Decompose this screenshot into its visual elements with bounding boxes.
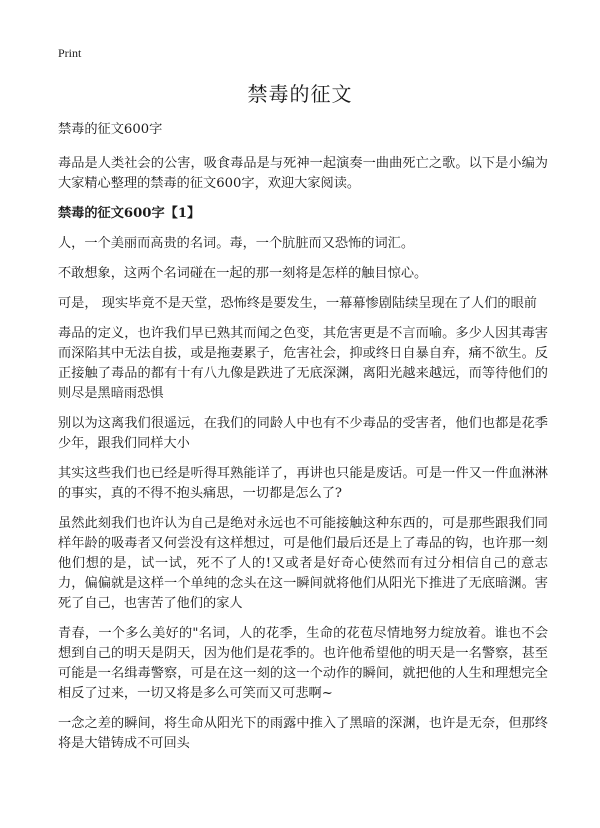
paragraph-1: 人，一个美丽而高贵的名词。毒，一个肮脏而又恐怖的词汇。 <box>58 236 415 251</box>
paragraph-4: 毒品的定义，也许我们早已熟其而闻之色变，其危害更是不言而喻。多少人因其毒害而深陷其中无法自拔，或是拖妻累子，危害社会，抑或终日自暴自弃，痛不欲生。反正接触了毒品的都有十有八九像是跌进了无底深渊，离阳光越来越远，而等待他们的则尽是黑暗雨恐惧 <box>58 326 548 401</box>
article-subtitle: 禁毒的征文600字 <box>58 122 163 137</box>
print-link[interactable]: Print <box>58 46 82 60</box>
paragraph-7: 虽然此刻我们也许认为自己是绝对永远也不可能接触这种东西的，可是那些跟我们同样年龄的吸毒者又何尝没有这样想过，可是他们最后还是上了毒品的钩，也许那一刻他们想的是，试一试，死不了人的!又或者是好奇心使然而有过分相信自己的意志力，偏偏就是这样一个单纯的念头在这一瞬间就将他们从阳光下推进了无底暗渊。害死了自己，也害苦了他们的家人 <box>58 516 548 611</box>
intro-paragraph: 毒品是人类社会的公害，吸食毒品是与死神一起演奏一曲曲死亡之歌。以下是小编为大家精心整理的禁毒的征文600字，欢迎大家阅读。 <box>58 156 548 191</box>
section-heading: 禁毒的征文600字【1】 <box>58 206 201 221</box>
page-title: 禁毒的征文 <box>247 82 353 106</box>
paragraph-3: 可是， 现实毕竟不是天堂，恐怖终是要发生，一幕幕惨剧陆续呈现在了人们的眼前 <box>58 296 537 311</box>
paragraph-6: 其实这些我们也已经是听得耳熟能详了，再讲也只能是废话。可是一件又一件血淋淋的事实，真的不得不抱头痛思，一切都是怎么了? <box>58 466 548 501</box>
paragraph-8: 青春，一个多么美好的"名词，人的花季，生命的花苞尽情地努力绽放着。谁也不会想到自己的明天是阴天，因为他们是花季的。也许他希望他的明天是一名警察，甚至可能是一名缉毒警察，可是在这一刻的这一个动作的瞬间，就把他的人生和理想完全相反了过来，一切又将是多么可笑而又可悲啊~ <box>58 626 548 701</box>
article-body <box>58 120 548 764</box>
paragraph-9: 一念之差的瞬间，将生命从阳光下的雨露中推入了黑暗的深渊，也许是无奈，但那终将是大错铸成不可回头 <box>58 716 548 751</box>
paragraph-5: 别以为这离我们很遥远，在我们的同龄人中也有不少毒品的受害者，他们也都是花季少年，跟我们同样大小 <box>58 416 548 451</box>
paragraph-2: 不敢想象，这两个名词碰在一起的那一刻将是怎样的触目惊心。 <box>58 266 428 281</box>
